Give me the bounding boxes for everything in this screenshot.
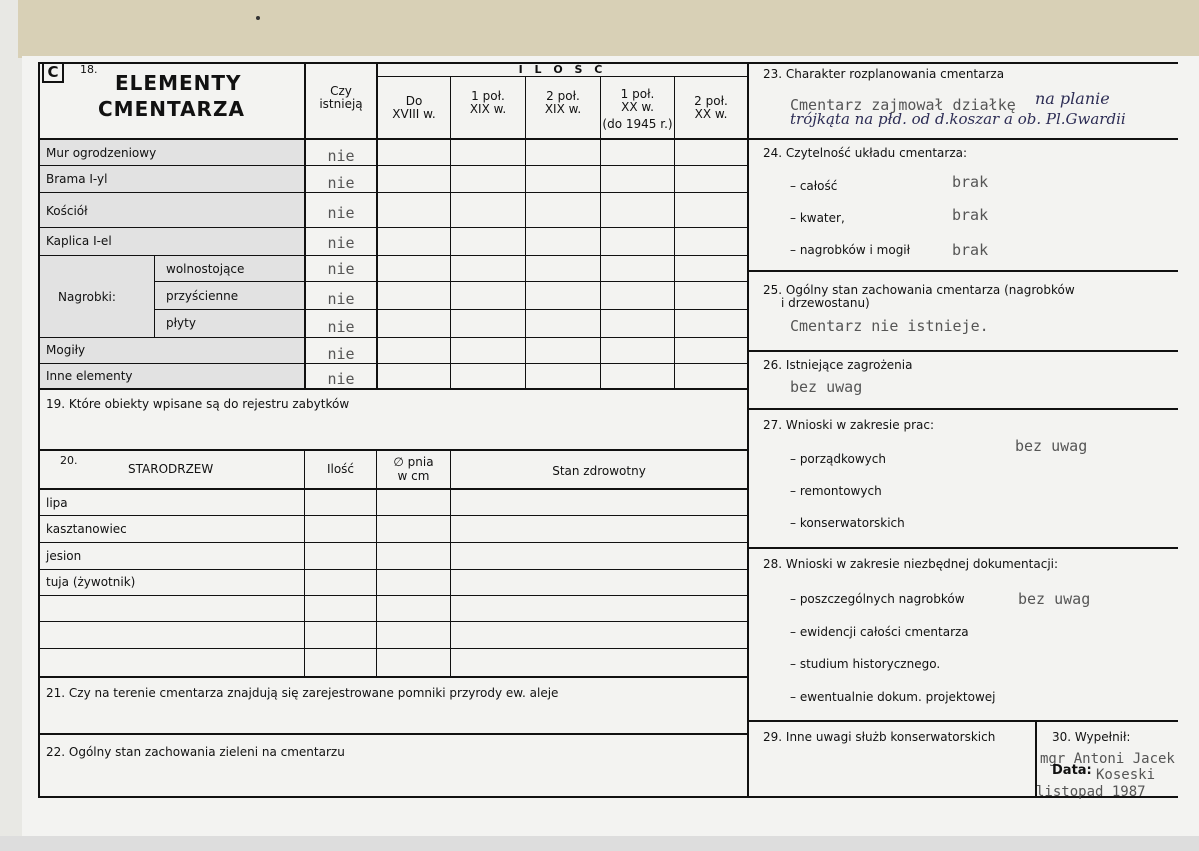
nagrobki-divider bbox=[154, 255, 155, 337]
q28-item: – ewidencji całości cmentarza bbox=[790, 625, 969, 639]
frame-bottom bbox=[38, 796, 1178, 798]
ilosc-header: I L O Ś Ć bbox=[518, 63, 607, 76]
tree-label: jesion bbox=[46, 549, 82, 563]
row-line bbox=[40, 621, 747, 622]
section-letter: C bbox=[47, 63, 59, 81]
col-2-l2: XIX w. bbox=[469, 102, 507, 116]
q23-typed: Cmentarz zajmował działkę bbox=[790, 96, 1016, 114]
element-label: Brama I-yl bbox=[46, 172, 108, 186]
title-line2: CMENTARZA bbox=[98, 97, 245, 121]
element-label: wolnostojące bbox=[166, 262, 245, 276]
r-line-25 bbox=[747, 350, 1178, 352]
q28-item: – ewentualnie dokum. projektowej bbox=[790, 690, 996, 704]
q26-value: bez uwag bbox=[790, 378, 863, 396]
starodrzew-ilosc: Ilość bbox=[326, 462, 355, 476]
q27-item: – porządkowych bbox=[790, 452, 886, 466]
row-line bbox=[40, 363, 747, 364]
section-19-bottom bbox=[38, 449, 747, 451]
q24-value: brak bbox=[952, 206, 989, 224]
q24-value: brak bbox=[952, 241, 989, 259]
tree-label: kasztanowiec bbox=[46, 522, 127, 536]
col-line bbox=[304, 449, 305, 677]
row-line bbox=[40, 542, 747, 543]
row-line bbox=[40, 515, 747, 516]
col-5-l2: XX w. bbox=[694, 107, 728, 121]
r-line-28 bbox=[747, 720, 1178, 722]
r-line-27 bbox=[747, 547, 1178, 549]
q23-label: 23. Charakter rozplanowania cmentarza bbox=[763, 67, 1005, 81]
col-line bbox=[450, 77, 451, 389]
element-value: nie bbox=[327, 147, 355, 165]
starodrzew-pnia-2: w cm bbox=[397, 469, 430, 483]
starodrzew-title: STARODRZEW bbox=[128, 462, 214, 476]
element-value: nie bbox=[327, 174, 355, 192]
element-value: nie bbox=[327, 234, 355, 252]
nagrobki-label: Nagrobki: bbox=[58, 290, 116, 304]
q28-value: bez uwag bbox=[1018, 590, 1091, 608]
q29-label: 29. Inne uwagi służb konserwatorskich bbox=[763, 730, 996, 744]
q30-data-label: Data: bbox=[1052, 763, 1092, 778]
col-3-l2: XIX w. bbox=[544, 102, 582, 116]
q30-label: 30. Wypełnił: bbox=[1052, 730, 1131, 744]
col-1-l2: XVIII w. bbox=[392, 107, 436, 121]
q23-hand-1: na planie bbox=[1035, 89, 1110, 108]
row-line bbox=[40, 337, 747, 338]
section-18-number: 18. bbox=[80, 63, 98, 76]
element-value: nie bbox=[327, 318, 355, 336]
r-line-24 bbox=[747, 270, 1178, 272]
row-line bbox=[40, 255, 747, 256]
row-line bbox=[155, 281, 747, 282]
element-value: nie bbox=[327, 290, 355, 308]
row-line bbox=[155, 309, 747, 310]
col-2-l1: 1 poł. bbox=[471, 89, 505, 103]
element-label: płyty bbox=[166, 316, 196, 330]
q19-label: 19. Które obiekty wpisane są do rejestru zabytków bbox=[46, 397, 350, 411]
row-line bbox=[40, 569, 747, 570]
element-label: Mogiły bbox=[46, 343, 86, 357]
element-label: przyścienne bbox=[166, 289, 239, 303]
element-value: nie bbox=[327, 204, 355, 222]
starodrzew-header-bottom bbox=[40, 488, 747, 490]
row-line bbox=[40, 595, 747, 596]
q30-name-1: mgr Antoni Jacek bbox=[1040, 751, 1175, 767]
q25-label-1: 25. Ogólny stan zachowania cmentarza (nagrobków bbox=[763, 283, 1075, 297]
q28-label: 28. Wnioski w zakresie niezbędnej dokumentacji: bbox=[763, 557, 1059, 571]
col-line bbox=[304, 62, 306, 389]
col-4-l2: XX w. bbox=[621, 100, 654, 114]
col-line bbox=[674, 77, 675, 389]
starodrzew-pnia-1: ∅ pnia bbox=[393, 455, 434, 469]
q28-item: – poszczególnych nagrobków bbox=[790, 592, 965, 606]
q24-item: – nagrobków i mogił bbox=[790, 243, 911, 257]
section-18-bottom bbox=[38, 388, 747, 390]
punch-mark bbox=[256, 16, 260, 20]
element-value: nie bbox=[327, 345, 355, 363]
element-value: nie bbox=[327, 370, 355, 388]
col-line bbox=[376, 449, 377, 677]
element-label: Kościół bbox=[46, 204, 88, 218]
q24-value: brak bbox=[952, 173, 989, 191]
title-line1: ELEMENTY bbox=[115, 71, 242, 95]
frame-left bbox=[38, 62, 40, 798]
col-line bbox=[525, 77, 526, 389]
row-line bbox=[40, 165, 747, 166]
element-value: nie bbox=[327, 260, 355, 278]
q27-item: – remontowych bbox=[790, 484, 882, 498]
r-line-26 bbox=[747, 408, 1178, 410]
q30-name-2: Koseski bbox=[1096, 767, 1156, 783]
q28-item: – studium historycznego. bbox=[790, 657, 941, 671]
q23-hand-2: trójkąta na płd. od d.koszar a ob. Pl.Gwardii bbox=[790, 110, 1126, 128]
element-label: Mur ogrodzeniowy bbox=[46, 146, 157, 160]
binding-strip bbox=[18, 0, 1199, 58]
row-line bbox=[40, 648, 747, 649]
tree-label: tuja (żywotnik) bbox=[46, 575, 136, 589]
czy-label-2: istnieją bbox=[319, 97, 363, 111]
q27-value: bez uwag bbox=[1015, 437, 1088, 455]
q24-label: 24. Czytelność układu cmentarza: bbox=[763, 146, 968, 160]
element-label: Inne elementy bbox=[46, 369, 133, 383]
center-divider bbox=[747, 62, 749, 798]
row-line bbox=[40, 227, 747, 228]
section-21-bottom bbox=[38, 733, 747, 735]
starodrzew-stan: Stan zdrowotny bbox=[552, 464, 646, 478]
col-4-l1: 1 poł. bbox=[620, 87, 655, 101]
q24-item: – kwater, bbox=[790, 211, 845, 225]
col-1-l1: Do bbox=[405, 94, 423, 108]
q21-label: 21. Czy na terenie cmentarza znajdują się zarejestrowane pomniki przyrody ew. aleje bbox=[46, 686, 559, 700]
section-letter-box bbox=[42, 62, 64, 83]
col-line bbox=[450, 449, 451, 677]
q26-label: 26. Istniejące zagrożenia bbox=[763, 358, 913, 372]
header-bottom bbox=[38, 138, 747, 140]
scan-bottom-edge bbox=[0, 836, 1199, 851]
tree-label: lipa bbox=[46, 496, 68, 510]
q30-date: listopad 1987 bbox=[1036, 784, 1146, 800]
q27-item: – konserwatorskich bbox=[790, 516, 905, 530]
col-4-l3: (do 1945 r.) bbox=[602, 117, 673, 131]
element-label: Kaplica I-el bbox=[46, 234, 112, 248]
q25-label-2: i drzewostanu) bbox=[781, 296, 870, 310]
r-line-23 bbox=[747, 138, 1178, 140]
q22-label: 22. Ogólny stan zachowania zieleni na cmentarzu bbox=[46, 745, 345, 759]
row-line bbox=[40, 192, 747, 193]
q24-item: – całość bbox=[790, 179, 838, 193]
col-5-l1: 2 poł. bbox=[694, 94, 728, 108]
q27-label: 27. Wnioski w zakresie prac: bbox=[763, 418, 935, 432]
section-20-bottom bbox=[38, 676, 747, 678]
col-3-l1: 2 poł. bbox=[546, 89, 580, 103]
czy-label-1: Czy bbox=[330, 84, 352, 98]
q20-number: 20. bbox=[60, 454, 78, 467]
q25-value: Cmentarz nie istnieje. bbox=[790, 317, 989, 335]
